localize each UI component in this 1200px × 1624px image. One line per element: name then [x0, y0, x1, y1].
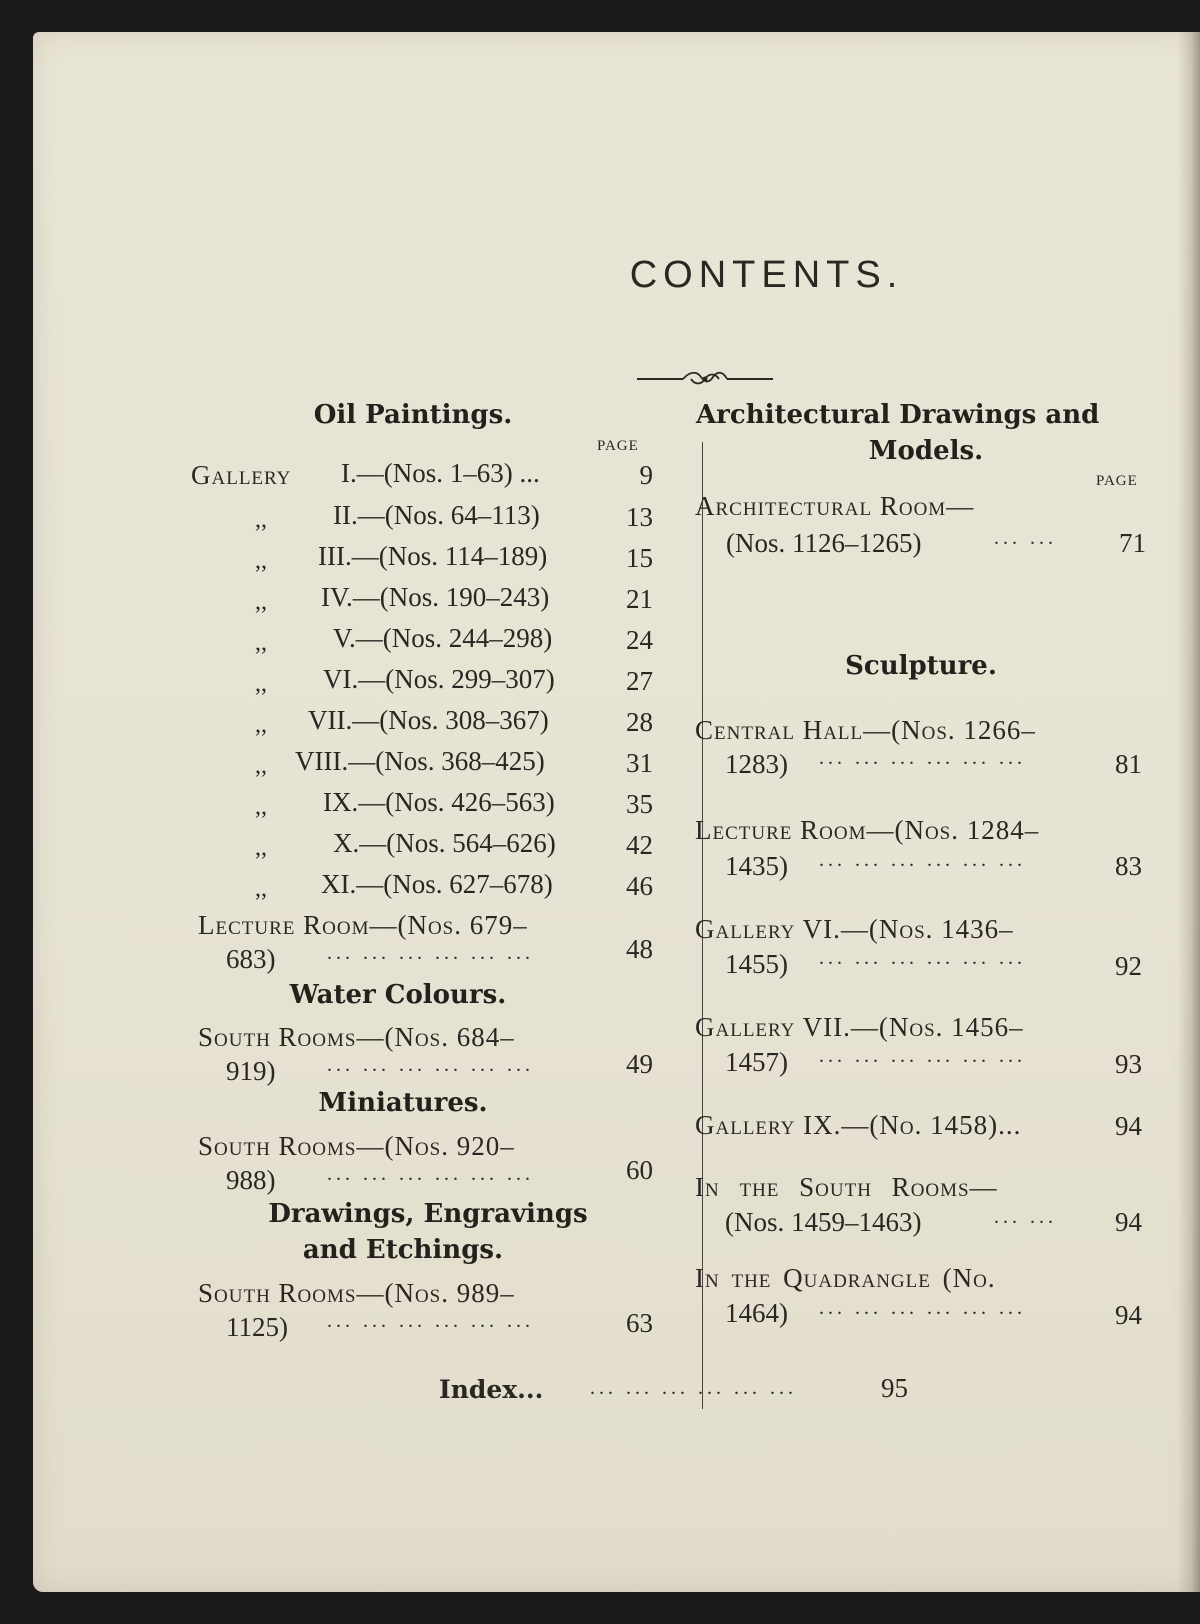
list-item: IX.—(Nos. 426–563)	[323, 787, 555, 817]
page-number: 71	[1119, 528, 1146, 558]
sculpture-line2: 1435)	[725, 851, 788, 881]
leader-dots: ... ... ... ... ... ...	[819, 1045, 1026, 1067]
ditto-mark: ,,	[255, 835, 267, 861]
ditto-mark: ,,	[255, 876, 267, 902]
list-item: III.—(Nos. 114–189)	[318, 541, 548, 571]
page-number: 35	[626, 789, 653, 819]
gallery-ix: Gallery IX.—(No. 1458)...	[695, 1110, 1022, 1140]
ornament-flourish-icon	[635, 369, 775, 389]
sculpture-line2: 1283)	[725, 749, 788, 779]
heading-miniatures: Miniatures.	[318, 1088, 488, 1118]
water-line2: 919)	[226, 1056, 276, 1086]
index-page-number: 95	[881, 1373, 908, 1403]
leader-dots: ... ... ... ... ... ...	[819, 947, 1026, 969]
sculpture-line1: Central Hall—(Nos. 1266–	[695, 715, 1036, 745]
heading-oil-paintings: Oil Paintings.	[313, 400, 513, 430]
list-item: XI.—(Nos. 627–678)	[321, 869, 553, 899]
list-item: VI.—(Nos. 299–307)	[323, 664, 555, 694]
sculpture-line2: 1457)	[725, 1047, 788, 1077]
lecture-room-line2: 683)	[226, 944, 276, 974]
lecture-room-line1: Lecture Room—(Nos. 679–	[198, 910, 528, 940]
leader-dots: ... ... ... ... ... ...	[327, 1163, 534, 1185]
arch-line1: Architectural Room—	[695, 491, 975, 521]
ditto-mark: ,,	[255, 630, 267, 656]
page-number: 28	[626, 707, 653, 737]
ditto-mark: ,,	[255, 548, 267, 574]
page-number: 92	[1115, 951, 1142, 981]
ditto-mark: ,,	[255, 507, 267, 533]
sculpture-line2: 1455)	[725, 949, 788, 979]
leader-dots: ... ... ... ... ... ...	[327, 942, 534, 964]
page-number: 94	[1115, 1300, 1142, 1330]
list-item: X.—(Nos. 564–626)	[333, 828, 556, 858]
page-number: 94	[1115, 1111, 1142, 1141]
list-item: IV.—(Nos. 190–243)	[321, 582, 550, 612]
index-label: Index...	[439, 1375, 544, 1404]
ditto-mark: ,,	[255, 794, 267, 820]
south-rooms-line1: In the South Rooms—	[695, 1172, 998, 1202]
leader-dots: ... ... ... ... ... ...	[327, 1054, 534, 1076]
quadrangle-line1: In the Quadrangle (No.	[695, 1263, 996, 1293]
ditto-mark: ,,	[255, 589, 267, 615]
heading-water-colours: Water Colours.	[289, 980, 507, 1010]
heading-architectural: Architectural Drawings and	[696, 400, 1100, 430]
page-number: 46	[626, 871, 653, 901]
page-number: 24	[626, 625, 653, 655]
heading-sculpture: Sculpture.	[845, 651, 997, 681]
page-title: CONTENTS.	[629, 254, 904, 296]
page-number: 15	[626, 543, 653, 573]
heading-models: Models.	[868, 436, 984, 466]
leader-dots: ... ... ... ... ... ...	[819, 1297, 1026, 1319]
leader-dots: ... ... ... ... ... ...	[327, 1310, 534, 1332]
leader-dots: ... ...	[994, 1206, 1057, 1228]
ditto-mark: ,,	[255, 753, 267, 779]
page-number: 63	[626, 1308, 653, 1338]
book-page	[33, 32, 1200, 1592]
list-item: V.—(Nos. 244–298)	[333, 623, 553, 653]
page-number: 42	[626, 830, 653, 860]
leader-dots: ... ... ... ... ... ...	[819, 849, 1026, 871]
page-number: 81	[1115, 749, 1142, 779]
page-number: 93	[1115, 1049, 1142, 1079]
mini-line2: 988)	[226, 1165, 276, 1195]
sculpture-line1: Gallery VI.—(Nos. 1436–	[695, 914, 1014, 944]
page-number: 94	[1115, 1207, 1142, 1237]
page-number: 21	[626, 584, 653, 614]
page-number: 9	[639, 460, 653, 490]
page-number: 27	[626, 666, 653, 696]
leader-dots: ... ... ... ... ... ...	[590, 1377, 797, 1399]
mini-line1: South Rooms—(Nos. 920–	[198, 1131, 515, 1161]
list-item: I.—(Nos. 1–63) ...	[341, 458, 540, 488]
list-item: VIII.—(Nos. 368–425)	[295, 746, 545, 776]
heading-drawings: Drawings, Engravings	[268, 1199, 588, 1229]
page-number: 60	[626, 1155, 653, 1185]
water-line1: South Rooms—(Nos. 684–	[198, 1022, 515, 1052]
page-number: 49	[626, 1049, 653, 1079]
sculpture-line1: Gallery VII.—(Nos. 1456–	[695, 1012, 1024, 1042]
gallery-label: Gallery	[191, 460, 292, 490]
leader-dots: ... ... ... ... ... ...	[819, 747, 1026, 769]
left-page-label: PAGE	[597, 438, 639, 454]
draw-line1: South Rooms—(Nos. 989–	[198, 1278, 515, 1308]
page-number: 48	[626, 934, 653, 964]
page-number: 31	[626, 748, 653, 778]
quadrangle-line2: 1464)	[725, 1298, 788, 1328]
right-page-label: PAGE	[1096, 473, 1138, 489]
list-item: VII.—(Nos. 308–367)	[308, 705, 549, 735]
arch-line2: (Nos. 1126–1265)	[726, 528, 922, 558]
draw-line2: 1125)	[226, 1312, 288, 1342]
heading-etchings: and Etchings.	[302, 1235, 504, 1265]
leader-dots: ... ...	[994, 527, 1057, 549]
ditto-mark: ,,	[255, 671, 267, 697]
sculpture-line1: Lecture Room—(Nos. 1284–	[695, 815, 1040, 845]
page-number: 13	[626, 502, 653, 532]
south-rooms-line2: (Nos. 1459–1463)	[725, 1207, 922, 1237]
list-item: II.—(Nos. 64–113)	[333, 500, 540, 530]
page-number: 83	[1115, 851, 1142, 881]
ditto-mark: ,,	[255, 712, 267, 738]
